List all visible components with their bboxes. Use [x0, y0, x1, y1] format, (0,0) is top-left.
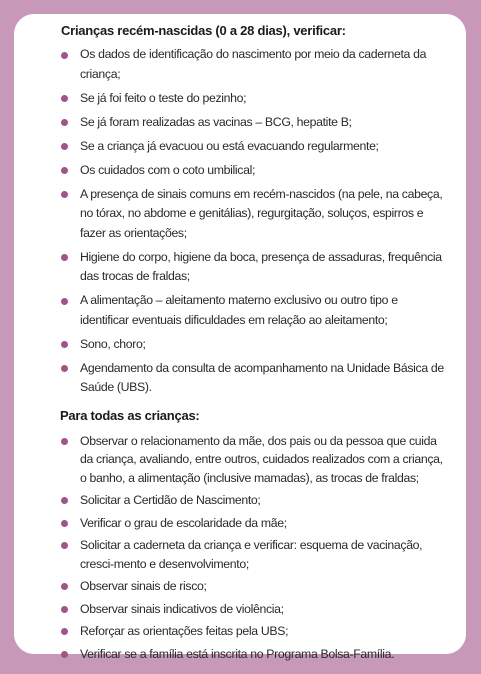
section-title-all-children: Para todas as crianças:	[60, 407, 200, 423]
bullet-icon	[61, 606, 68, 613]
list-item-text: Solicitar a caderneta da criança e verificar: esquema de vacinação, cresci-mento e desenvolvimento;	[80, 538, 423, 571]
bullet-icon	[61, 52, 68, 59]
list-item	[61, 45, 448, 84]
bullet-icon	[61, 167, 68, 174]
bullet-icon	[61, 143, 68, 150]
list-item	[61, 514, 448, 533]
list-item	[61, 536, 448, 573]
bullet-icon	[61, 119, 68, 126]
bullet-icon	[61, 542, 68, 549]
list-item-text: Observar sinais indicativos de violência;	[80, 601, 284, 616]
list-item	[61, 291, 448, 330]
list-item	[61, 248, 448, 287]
bullet-icon	[61, 95, 68, 102]
list-item	[61, 89, 448, 109]
bullet-icon	[61, 254, 68, 261]
list-item	[61, 359, 448, 398]
list-item-text: Se já foram realizadas as vacinas – BCG, hepatite B;	[80, 114, 352, 129]
newborn-checklist	[61, 45, 448, 398]
bullet-icon	[61, 628, 68, 635]
list-item-text: Se a criança já evacuou ou está evacuando regularmente;	[80, 138, 379, 153]
list-item-text: A presença de sinais comuns em recém-nascidos (na pele, na cabeça, no tórax, no abdome e genitálias), regurgitação, soluços, espirros e fazer as orientações;	[80, 186, 443, 240]
bullet-icon	[61, 298, 68, 305]
list-item-text: Se já foi feito o teste do pezinho;	[80, 90, 247, 105]
list-item	[61, 185, 448, 244]
list-item	[61, 600, 448, 619]
bullet-icon	[61, 583, 68, 590]
bullet-icon	[61, 341, 68, 348]
list-item	[61, 335, 448, 355]
list-item-text: Observar o relacionamento da mãe, dos pais ou da pessoa que cuida da criança, avaliando, entre outros, cuidados realizados com a criança, o banho, a alimentação (inclusive mamadas), as trocas de fraldas;	[80, 433, 443, 485]
list-item	[61, 432, 448, 488]
bullet-icon	[61, 365, 68, 372]
list-item	[61, 645, 448, 664]
list-item	[61, 137, 448, 157]
list-item-text: Os cuidados com o coto umbilical;	[80, 162, 256, 177]
bullet-icon	[61, 651, 68, 658]
list-item-text: Solicitar a Certidão de Nascimento;	[80, 493, 261, 507]
all-children-checklist	[61, 432, 448, 664]
info-card	[14, 14, 466, 661]
bullet-icon	[61, 497, 68, 504]
list-item-text: Agendamento da consulta de acompanhamento na Unidade Básica de Saúde (UBS).	[80, 360, 444, 394]
list-item-text: Sono, choro;	[80, 336, 146, 351]
list-item-text: Verificar o grau de escolaridade da mãe;	[80, 515, 287, 530]
list-item-text: A alimentação – aleitamento materno exclusivo ou outro tipo e identificar eventuais dificuldades em relação ao aleitamento;	[80, 293, 398, 327]
list-item-text: Os dados de identificação do nascimento por meio da caderneta da criança;	[80, 47, 427, 81]
section-title-newborns: Crianças recém-nascidas (0 a 28 dias), verificar:	[61, 23, 346, 38]
bullet-icon	[61, 438, 68, 445]
list-item-text: Reforçar as orientações feitas pela UBS;	[80, 624, 289, 638]
list-item	[61, 622, 448, 641]
list-item	[61, 491, 448, 510]
list-item	[61, 161, 448, 181]
list-item-text: Verificar se a família está inscrita no Programa Bolsa-Família.	[80, 646, 395, 661]
list-item-text: Higiene do corpo, higiene da boca, presença de assaduras, frequência das trocas de fraldas;	[80, 249, 442, 283]
list-item-text: Observar sinais de risco;	[80, 579, 207, 593]
bullet-icon	[61, 191, 68, 198]
bullet-icon	[61, 520, 68, 527]
list-item	[61, 577, 448, 596]
list-item	[61, 113, 448, 133]
